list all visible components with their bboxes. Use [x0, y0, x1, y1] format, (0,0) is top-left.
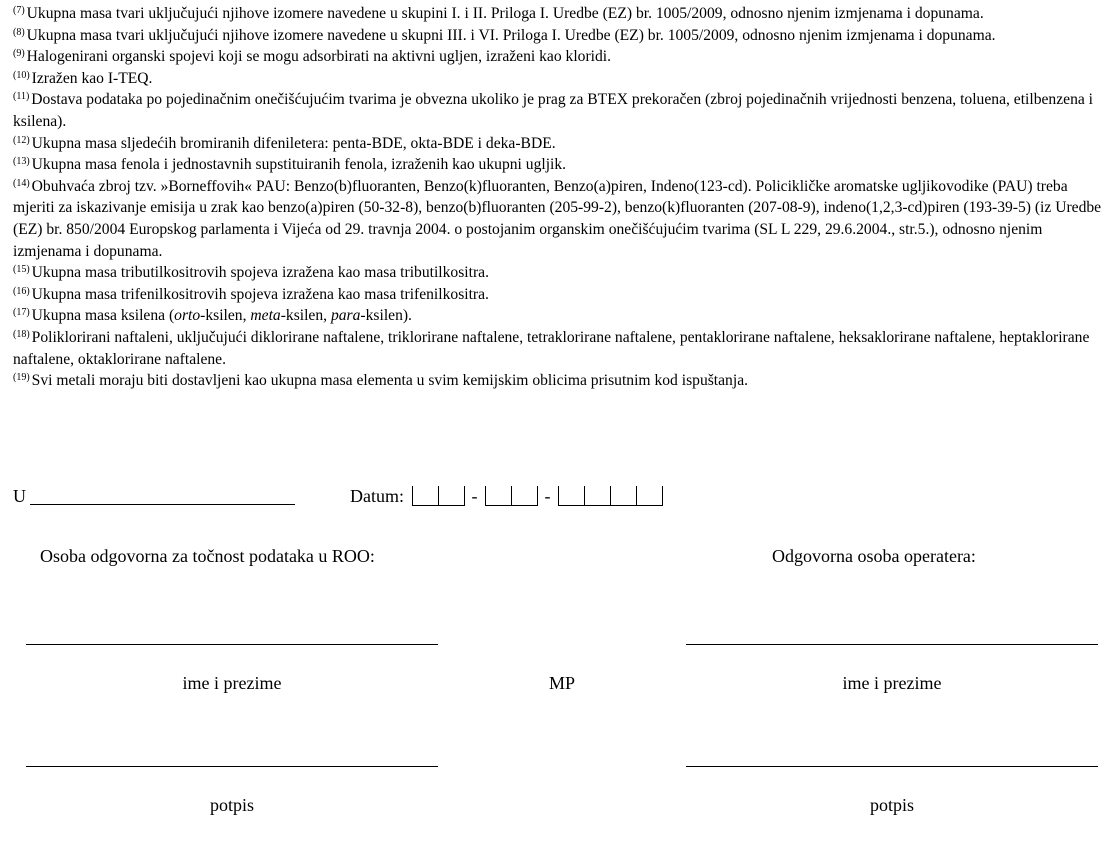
- date-digit-box[interactable]: [558, 486, 584, 506]
- date-day-boxes[interactable]: [412, 486, 465, 506]
- date-digit-box[interactable]: [485, 486, 511, 506]
- right-name-caption: ime i prezime: [842, 673, 942, 693]
- footnote-13: $^{(13)}$ Ukupna masa fenola i jednostavnih supstituiranih fenola, izraženih kao ukupni ugljik.: [13, 156, 567, 174]
- footnotes: [13, 3, 1109, 392]
- footnote-11: $^{(11)}$ Dostava podataka po pojedinačnim onečišćujućim tvarima je obvezna ukoliko je prag za BTEX prekoračen (zbroj pojedinačnih vrijednosti benzena, toluena, etilbenzena i ksilena).: [13, 91, 1094, 130]
- place-label: U: [13, 486, 26, 506]
- right-signature-line[interactable]: [686, 766, 1098, 767]
- date-digit-box[interactable]: [636, 486, 663, 506]
- footnote-19: $^{(19)}$ Svi metali moraju biti dostavljeni kao ukupna masa elementa u svim kemijskim oblicima prisutnim kod ispuštanja.: [13, 372, 749, 390]
- left-name-caption: ime i prezime: [182, 673, 282, 693]
- date-label: Datum:: [350, 486, 404, 506]
- place-input-line[interactable]: [30, 484, 295, 505]
- date-month-boxes[interactable]: [485, 486, 538, 506]
- date-separator: -: [544, 486, 551, 506]
- footnote-14: $^{(14)}$ Obuhvaća zbroj tzv. »Borneffovih« PAU: Benzo(b)fluoranten, Benzo(k)fluoranten, Benzo(a)piren, Indeno(123-cd). Policikličke aromatske ugljikovodike (PAU) treba mjeriti za iskazivanje emisija u zrak kao benzo(a)piren (50-32-8), benzo(b)fluoranten (205-99-2), benzo(k)fluoranten (207-08-9), indeno(1,2,3-cd)piren (193-39-5) (iz Uredbe (EZ) br. 850/2004 Europskog parlamenta i Vijeća od 29. travnja 2004. o postojanim organskim onečišćujućim tvarima (SL L 229, 29.6.2004., str.5.), odnosno njenim izmjenama i dopunama.: [13, 177, 1102, 260]
- left-signature-caption: potpis: [209, 795, 254, 815]
- responsible-person-heading: Osoba odgovorna za točnost podataka u ROO:: [40, 546, 375, 566]
- footnote-8: $^{(8)}$ Ukupna masa tvari uključujući njihove izomere navedene u skupni III. i VI. Priloga I. Uredbe (EZ) br. 1005/2009, odnosno njenim izmjenama i dopunama.: [13, 26, 996, 44]
- place-field: [13, 483, 295, 509]
- footnote-16: $^{(16)}$ Ukupna masa trifenilkositrovih spojeva izražena kao masa trifenilkositra.: [13, 285, 489, 303]
- footnote-7: $^{(7)}$ Ukupna masa tvari uključujući njihove izomere navedene u skupini I. i II. Priloga I. Uredbe (EZ) br. 1005/2009, odnosno njenim izmjenama i dopunama.: [13, 5, 984, 22]
- date-digit-box[interactable]: [412, 486, 438, 506]
- footnote-18: $^{(18)}$ Poliklorirani naftaleni, uključujući diklorirane naftalene, triklorirane naftalene, tetraklorirane naftalene, pentaklorirane naftalene, heksaklorirane naftalene, heptaklorirane naftalene, oktaklorirane naftalene.: [13, 328, 1090, 368]
- footnote-12: $^{(12)}$ Ukupna masa sljedećih bromiranih difeniletera: penta-BDE, okta-BDE i deka-BDE.: [13, 134, 556, 152]
- footnote-17: $^{(17)}$ Ukupna masa ksilena (orto-ksilen, meta-ksilen, para-ksilen).: [13, 307, 412, 325]
- footnote-15: $^{(15)}$ Ukupna masa tributilkositrovih spojeva izražena kao masa tributilkositra.: [13, 264, 489, 282]
- date-field: [350, 483, 666, 509]
- date-digit-box[interactable]: [584, 486, 610, 506]
- footnote-9: $^{(9)}$ Halogenirani organski spojevi koji se mogu adsorbirati na aktivni ugljen, izraženi kao kloridi.: [13, 48, 612, 66]
- left-name-line[interactable]: [26, 644, 438, 645]
- left-signature-line[interactable]: [26, 766, 438, 767]
- date-digit-box[interactable]: [511, 486, 538, 506]
- date-separator: -: [471, 486, 478, 506]
- right-signature-caption: potpis: [869, 795, 914, 815]
- stamp-label: MP: [549, 673, 576, 693]
- date-year-boxes[interactable]: [558, 486, 663, 506]
- right-name-line[interactable]: [686, 644, 1098, 645]
- date-digit-box[interactable]: [438, 486, 465, 506]
- date-digit-box[interactable]: [610, 486, 636, 506]
- operator-person-heading: Odgovorna osoba operatera:: [772, 546, 976, 566]
- footnote-10: $^{(10)}$ Izražen kao I-TEQ.: [13, 69, 153, 87]
